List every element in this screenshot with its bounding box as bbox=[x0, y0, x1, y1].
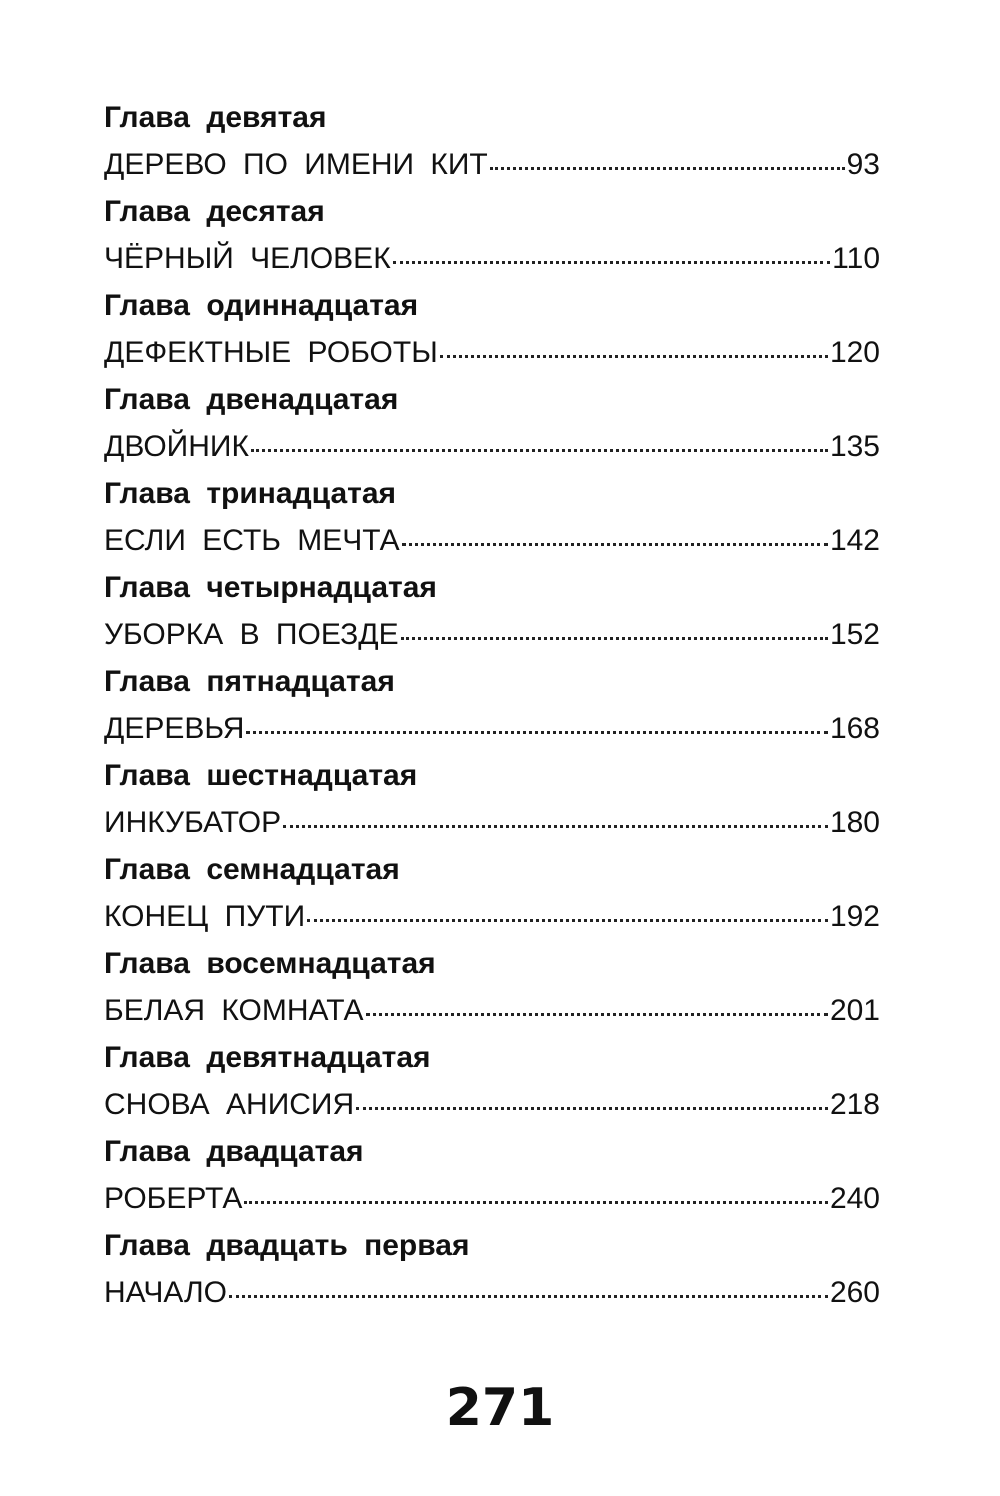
chapter-heading: Глава двадцать первая bbox=[104, 1229, 470, 1262]
chapter-page-number: 110 bbox=[832, 242, 880, 275]
chapter-title: РОБЕРТА bbox=[104, 1182, 243, 1215]
chapter-page-number: 135 bbox=[829, 430, 880, 463]
chapter-page-number: 240 bbox=[829, 1182, 880, 1215]
chapter-entry bbox=[104, 1081, 880, 1128]
dot-leader bbox=[402, 543, 828, 546]
dot-leader bbox=[366, 1013, 828, 1016]
chapter-title: ДЕРЕВО ПО ИМЕНИ КИТ bbox=[104, 148, 488, 181]
chapter-title: ДЕРЕВЬЯ bbox=[104, 712, 245, 745]
dot-leader bbox=[401, 637, 828, 640]
chapter-page-number: 93 bbox=[846, 148, 880, 181]
chapter-heading: Глава одиннадцатая bbox=[104, 289, 419, 322]
dot-leader bbox=[244, 1201, 828, 1204]
chapter-group bbox=[104, 1128, 880, 1222]
chapter-group bbox=[104, 188, 880, 282]
chapter-group bbox=[104, 282, 880, 376]
chapter-group bbox=[104, 752, 880, 846]
chapter-entry bbox=[104, 611, 880, 658]
chapter-title: СНОВА АНИСИЯ bbox=[104, 1088, 355, 1121]
chapter-heading: Глава десятая bbox=[104, 195, 325, 228]
chapter-heading: Глава восемнадцатая bbox=[104, 947, 436, 980]
table-of-contents bbox=[104, 94, 880, 1316]
dot-leader bbox=[283, 825, 828, 828]
dot-leader bbox=[490, 167, 845, 170]
chapter-heading: Глава двадцатая bbox=[104, 1135, 364, 1168]
chapter-title: БЕЛАЯ КОМНАТА bbox=[104, 994, 364, 1027]
chapter-group bbox=[104, 376, 880, 470]
chapter-group bbox=[104, 94, 880, 188]
dot-leader bbox=[356, 1107, 828, 1110]
chapter-entry bbox=[104, 987, 880, 1034]
chapter-entry bbox=[104, 235, 880, 282]
chapter-entry bbox=[104, 705, 880, 752]
chapter-entry bbox=[104, 329, 880, 376]
chapter-group bbox=[104, 658, 880, 752]
chapter-entry bbox=[104, 799, 880, 846]
chapter-page-number: 192 bbox=[829, 900, 880, 933]
chapter-page-number: 260 bbox=[829, 1276, 880, 1309]
chapter-heading: Глава девятая bbox=[104, 101, 327, 134]
chapter-group bbox=[104, 940, 880, 1034]
chapter-title: ЕСЛИ ЕСТЬ МЕЧТА bbox=[104, 524, 400, 557]
chapter-page-number: 152 bbox=[829, 618, 880, 651]
chapter-group bbox=[104, 1222, 880, 1316]
chapter-page-number: 168 bbox=[829, 712, 880, 745]
chapter-group bbox=[104, 564, 880, 658]
chapter-group bbox=[104, 846, 880, 940]
chapter-title: ДВОЙНИК bbox=[104, 430, 249, 463]
dot-leader bbox=[307, 919, 828, 922]
chapter-title: ДЕФЕКТНЫЕ РОБОТЫ bbox=[104, 336, 438, 369]
chapter-heading: Глава двенадцатая bbox=[104, 383, 399, 416]
chapter-page-number: 218 bbox=[829, 1088, 880, 1121]
chapter-heading: Глава семнадцатая bbox=[104, 853, 400, 886]
chapter-entry bbox=[104, 1175, 880, 1222]
chapter-group bbox=[104, 1034, 880, 1128]
chapter-page-number: 120 bbox=[829, 336, 880, 369]
dot-leader bbox=[393, 261, 831, 264]
chapter-entry bbox=[104, 517, 880, 564]
chapter-heading: Глава девятнадцатая bbox=[104, 1041, 431, 1074]
chapter-entry bbox=[104, 423, 880, 470]
chapter-heading: Глава четырнадцатая bbox=[104, 571, 437, 604]
chapter-title: НАЧАЛО bbox=[104, 1276, 228, 1309]
dot-leader bbox=[246, 731, 828, 734]
chapter-page-number: 201 bbox=[829, 994, 880, 1027]
dot-leader bbox=[440, 355, 828, 358]
chapter-title: КОНЕЦ ПУТИ bbox=[104, 900, 306, 933]
chapter-heading: Глава пятнадцатая bbox=[104, 665, 395, 698]
chapter-heading: Глава тринадцатая bbox=[104, 477, 397, 510]
chapter-title: УБОРКА В ПОЕЗДЕ bbox=[104, 618, 399, 651]
chapter-title: ЧЁРНЫЙ ЧЕЛОВЕК bbox=[104, 242, 391, 275]
chapter-entry bbox=[104, 1269, 880, 1316]
dot-leader bbox=[229, 1295, 828, 1298]
page-number: 271 bbox=[445, 1378, 555, 1438]
chapter-title: ИНКУБАТОР bbox=[104, 806, 282, 839]
chapter-page-number: 142 bbox=[829, 524, 880, 557]
chapter-entry bbox=[104, 141, 880, 188]
chapter-entry bbox=[104, 893, 880, 940]
dot-leader bbox=[251, 449, 828, 452]
chapter-group bbox=[104, 470, 880, 564]
chapter-page-number: 180 bbox=[829, 806, 880, 839]
chapter-heading: Глава шестнадцатая bbox=[104, 759, 418, 792]
